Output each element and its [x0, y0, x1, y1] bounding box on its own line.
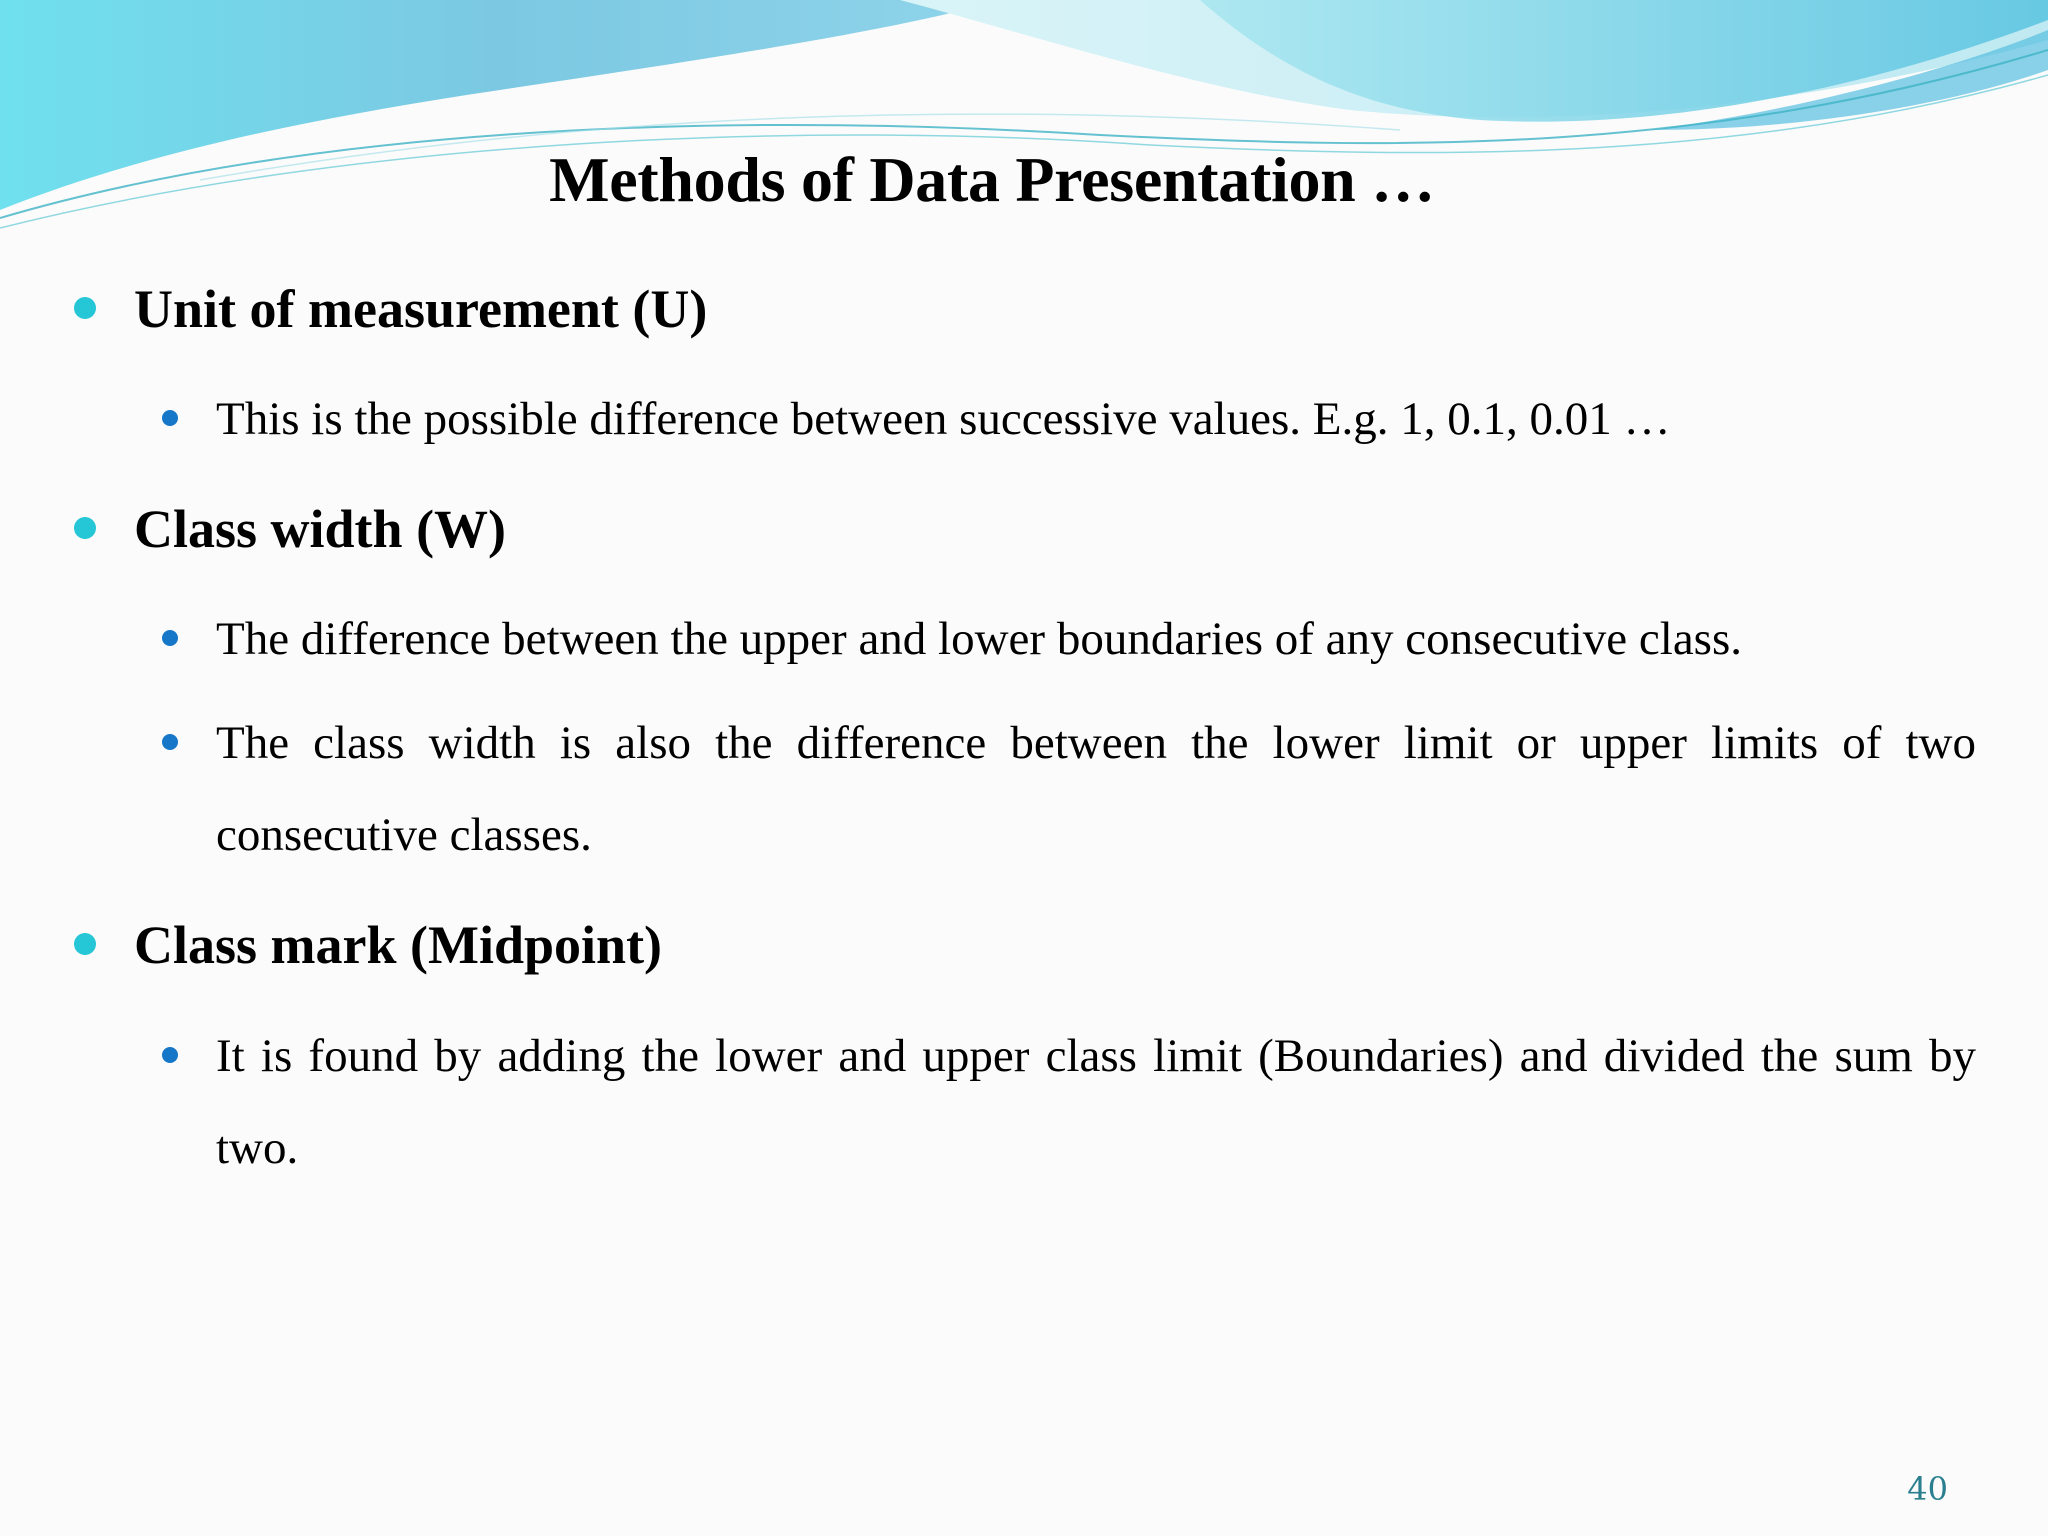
page-number: 40 — [1907, 1470, 1948, 1508]
bullet-icon — [74, 297, 96, 319]
sub-bullet-icon — [162, 630, 178, 646]
bullet-heading-class-mark: Class mark (Midpoint) — [134, 910, 662, 980]
bullet-point-class-width-limits: The class width is also the difference between the lower limit or upper limits of two consecutive classes. — [216, 697, 1976, 881]
slide-title: Methods of Data Presentation … — [549, 144, 1435, 215]
bullet-point-class-width-definition: The difference between the upper and lower boundaries of any consecutive class. — [216, 593, 1976, 685]
bullet-icon — [74, 933, 96, 955]
sub-bullet-icon — [162, 734, 178, 750]
sub-bullet-icon — [162, 410, 178, 426]
sub-bullet-icon — [162, 1047, 178, 1063]
bullet-icon — [74, 517, 96, 539]
bullet-point-unit-definition: This is the possible difference between successive values. E.g. 1, 0.1, 0.01 … — [216, 373, 1976, 465]
bullet-heading-unit-of-measurement: Unit of measurement (U) — [134, 274, 707, 344]
bullet-point-class-mark-definition: It is found by adding the lower and upper class limit (Boundaries) and divided the sum by two. — [216, 1010, 1976, 1194]
bullet-heading-class-width: Class width (W) — [134, 494, 506, 564]
